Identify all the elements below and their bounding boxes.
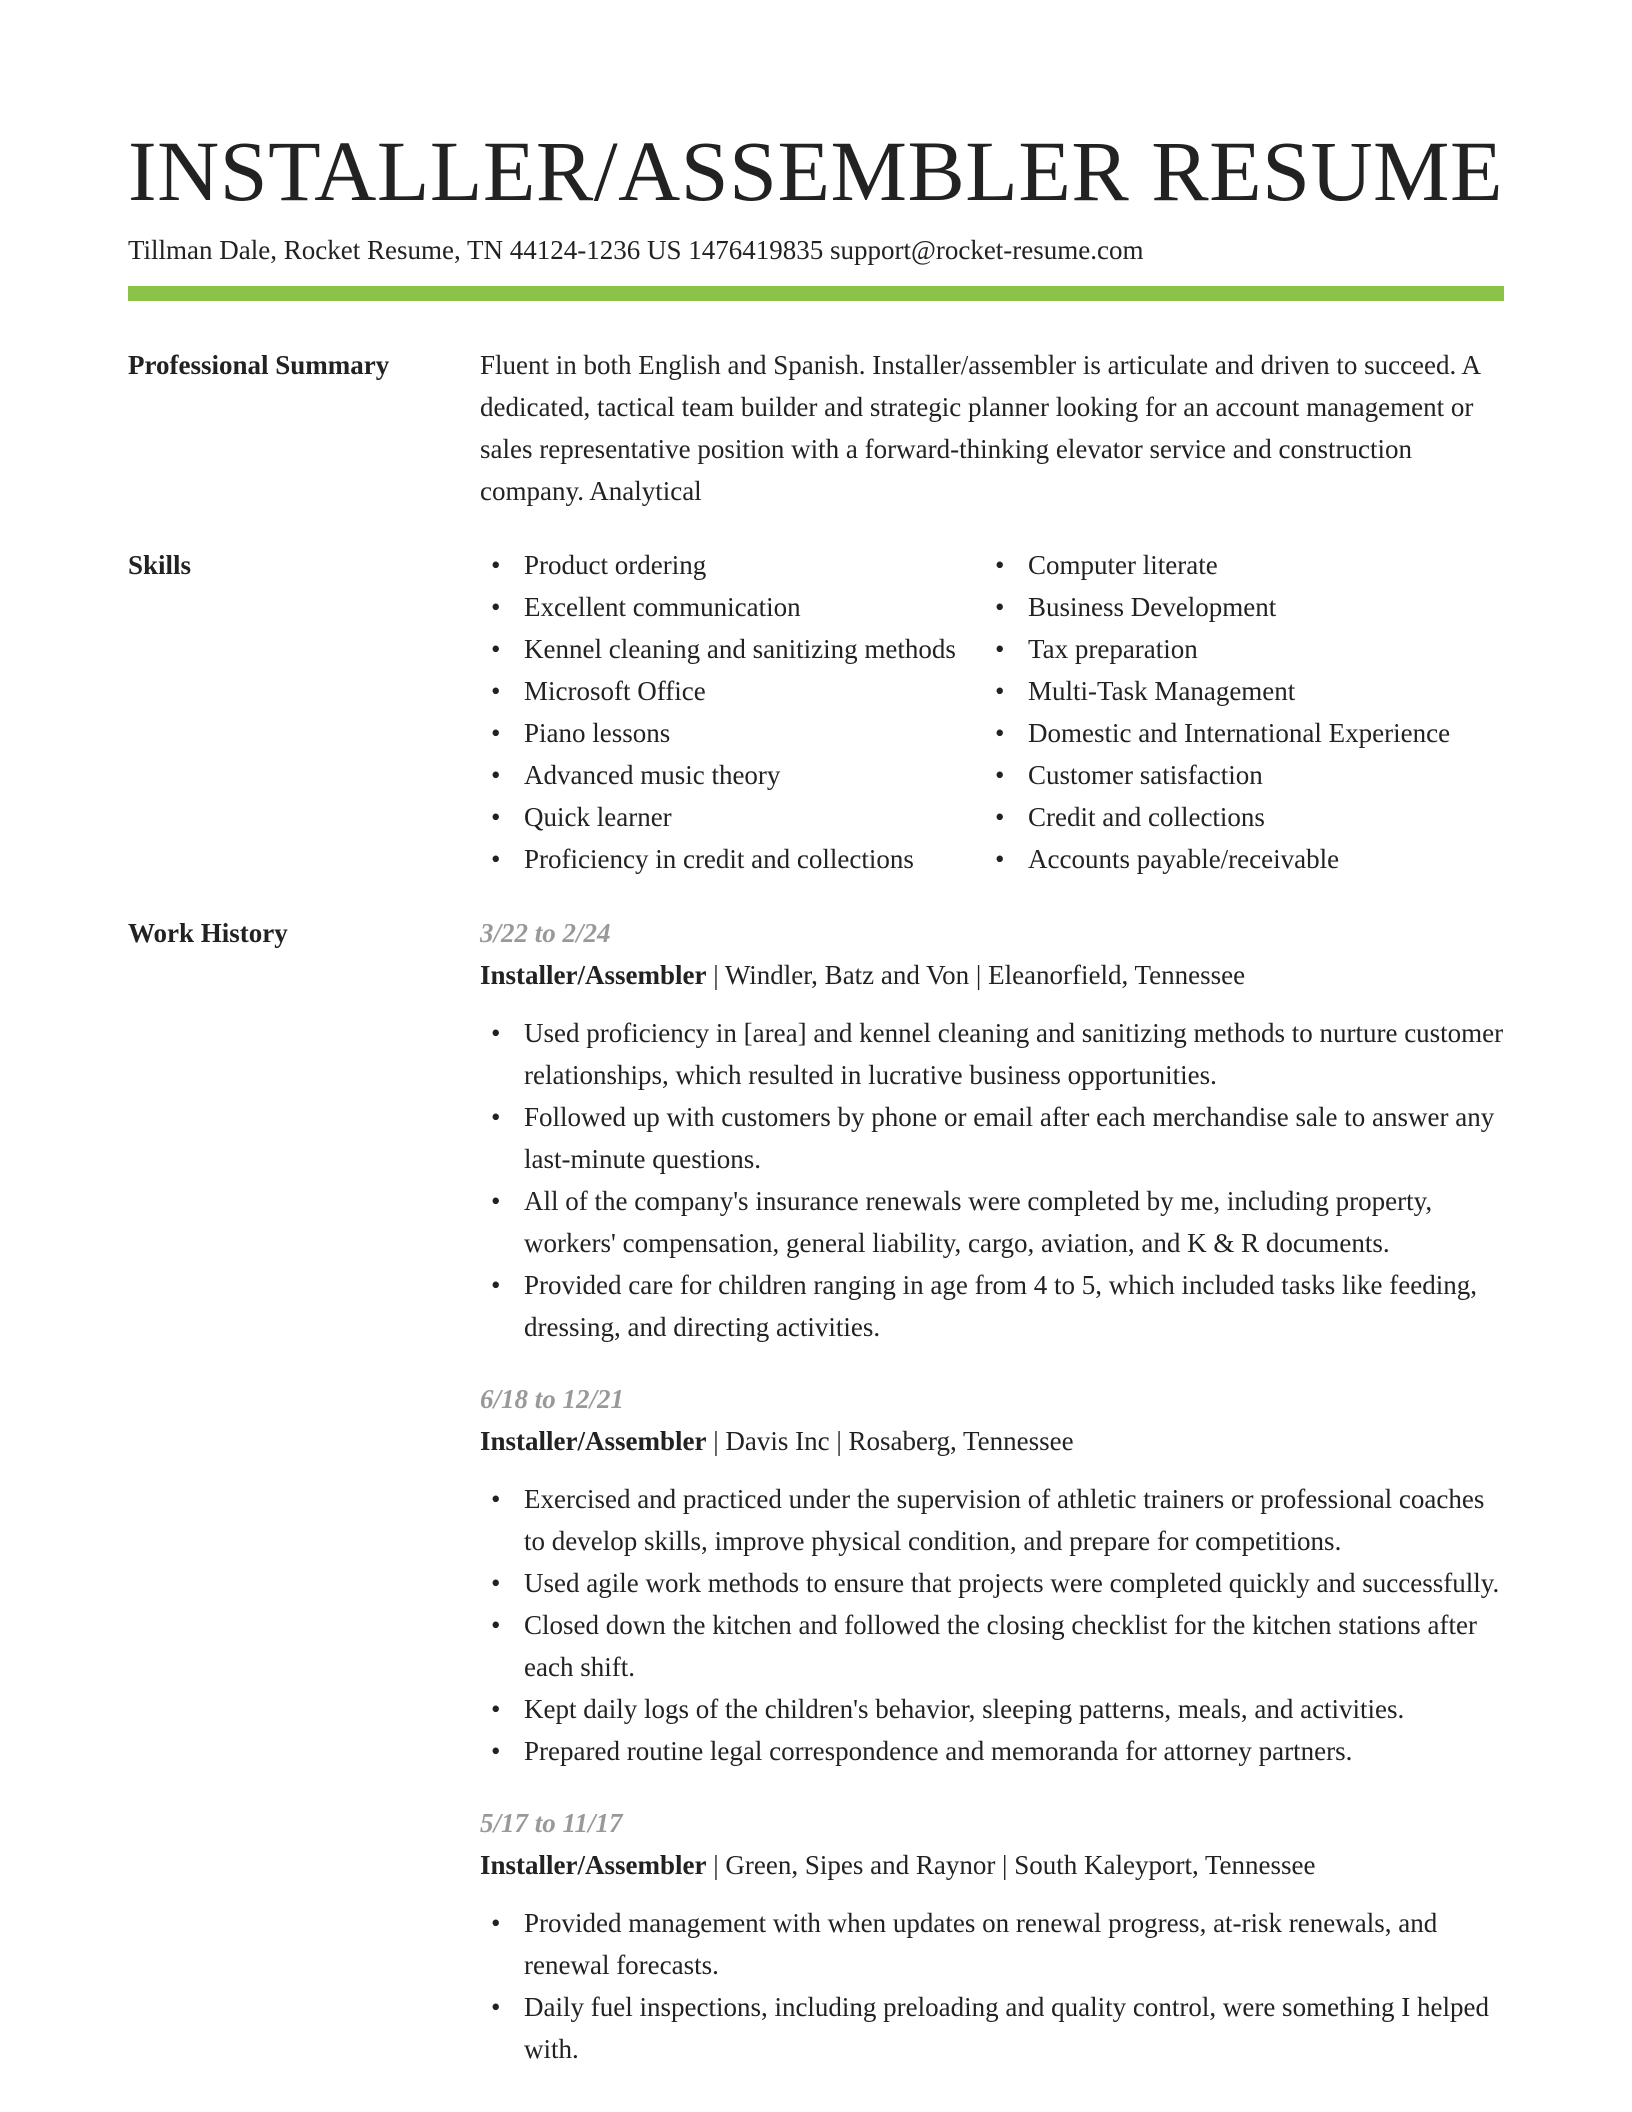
skill-item: • Credit and collections <box>984 796 1504 838</box>
page-title: INSTALLER/ASSEMBLER RESUME <box>128 123 1504 219</box>
job-heading <box>480 1420 1504 1462</box>
resume-page <box>128 0 1504 2112</box>
job-title: Installer/Assembler <box>480 1426 707 1456</box>
summary-text: Fluent in both English and Spanish. Installer/assembler is articulate and driven to succeed. A dedicated, tactical team builder and strategic planner looking for an account management or sales representative position with a forward-thinking elevator service and construction company. Analytical <box>480 350 1480 506</box>
job-details: | Windler, Batz and Von | Eleanorfield, Tennessee <box>706 960 1246 990</box>
job-entry <box>480 912 1504 1348</box>
job-bullets <box>480 1478 1504 1772</box>
skill-item: • Piano lessons <box>480 712 984 754</box>
skill-item: • Accounts payable/receivable <box>984 838 1504 880</box>
job-bullets <box>480 1902 1504 2070</box>
job-dates: 6/18 to 12/21 <box>480 1384 625 1414</box>
job-title: Installer/Assembler <box>480 1850 707 1880</box>
skill-item: • Multi-Task Management <box>984 670 1504 712</box>
job-bullets <box>480 1012 1504 1348</box>
job-entry <box>480 1378 1504 1772</box>
skill-item: • Product ordering <box>480 544 984 586</box>
accent-divider <box>128 286 1504 301</box>
job-bullet: • All of the company's insurance renewals were completed by me, including property, workers' compensation, general liability, cargo, aviation, and K & R documents. <box>480 1180 1504 1264</box>
job-dates: 5/17 to 11/17 <box>480 1808 623 1838</box>
skill-item: • Domestic and International Experience <box>984 712 1504 754</box>
job-details: | Green, Sipes and Raynor | South Kaleyport, Tennessee <box>706 1850 1316 1880</box>
skills-label: Skills <box>128 550 192 580</box>
skills-body <box>480 544 1504 880</box>
work-history-label: Work History <box>128 918 288 948</box>
job-bullet: • Used agile work methods to ensure that projects were completed quickly and successfully. <box>480 1562 1504 1604</box>
job-bullet: • Closed down the kitchen and followed the closing checklist for the kitchen stations after each shift. <box>480 1604 1504 1688</box>
skill-item: • Advanced music theory <box>480 754 984 796</box>
job-entry <box>480 1802 1504 2070</box>
skill-item: • Kennel cleaning and sanitizing methods <box>480 628 984 670</box>
skill-item: • Quick learner <box>480 796 984 838</box>
job-details: | Davis Inc | Rosaberg, Tennessee <box>706 1426 1074 1456</box>
job-bullet: • Exercised and practiced under the supervision of athletic trainers or professional coaches to develop skills, improve physical condition, and prepare for competitions. <box>480 1478 1504 1562</box>
job-bullet: • Provided management with when updates on renewal progress, at-risk renewals, and renewal forecasts. <box>480 1902 1504 1986</box>
skills-column-2 <box>984 544 1504 880</box>
job-bullet: • Kept daily logs of the children's behavior, sleeping patterns, meals, and activities. <box>480 1688 1504 1730</box>
contact-line: Tillman Dale, Rocket Resume, TN 44124-1236 US 1476419835 support@rocket-resume.com <box>128 235 1144 265</box>
job-bullet: • Followed up with customers by phone or email after each merchandise sale to answer any last-minute questions. <box>480 1096 1504 1180</box>
skill-item: • Proficiency in credit and collections <box>480 838 984 880</box>
job-bullet: • Prepared routine legal correspondence and memoranda for attorney partners. <box>480 1730 1504 1772</box>
skill-item: • Tax preparation <box>984 628 1504 670</box>
job-bullet: • Daily fuel inspections, including preloading and quality control, were something I helped with. <box>480 1986 1504 2070</box>
skills-column-1 <box>480 544 984 880</box>
work-history-body <box>480 912 1504 2100</box>
summary-label: Professional Summary <box>128 350 390 380</box>
job-bullet: • Used proficiency in [area] and kennel cleaning and sanitizing methods to nurture customer relationships, which resulted in lucrative business opportunities. <box>480 1012 1504 1096</box>
job-heading <box>480 954 1504 996</box>
skill-item: • Computer literate <box>984 544 1504 586</box>
skill-item: • Microsoft Office <box>480 670 984 712</box>
skill-item: • Excellent communication <box>480 586 984 628</box>
skill-item: • Customer satisfaction <box>984 754 1504 796</box>
summary-body <box>480 344 1504 512</box>
job-title: Installer/Assembler <box>480 960 707 990</box>
job-bullet: • Provided care for children ranging in age from 4 to 5, which included tasks like feeding, dressing, and directing activities. <box>480 1264 1504 1348</box>
job-heading <box>480 1844 1504 1886</box>
job-dates: 3/22 to 2/24 <box>480 918 611 948</box>
skill-item: • Business Development <box>984 586 1504 628</box>
